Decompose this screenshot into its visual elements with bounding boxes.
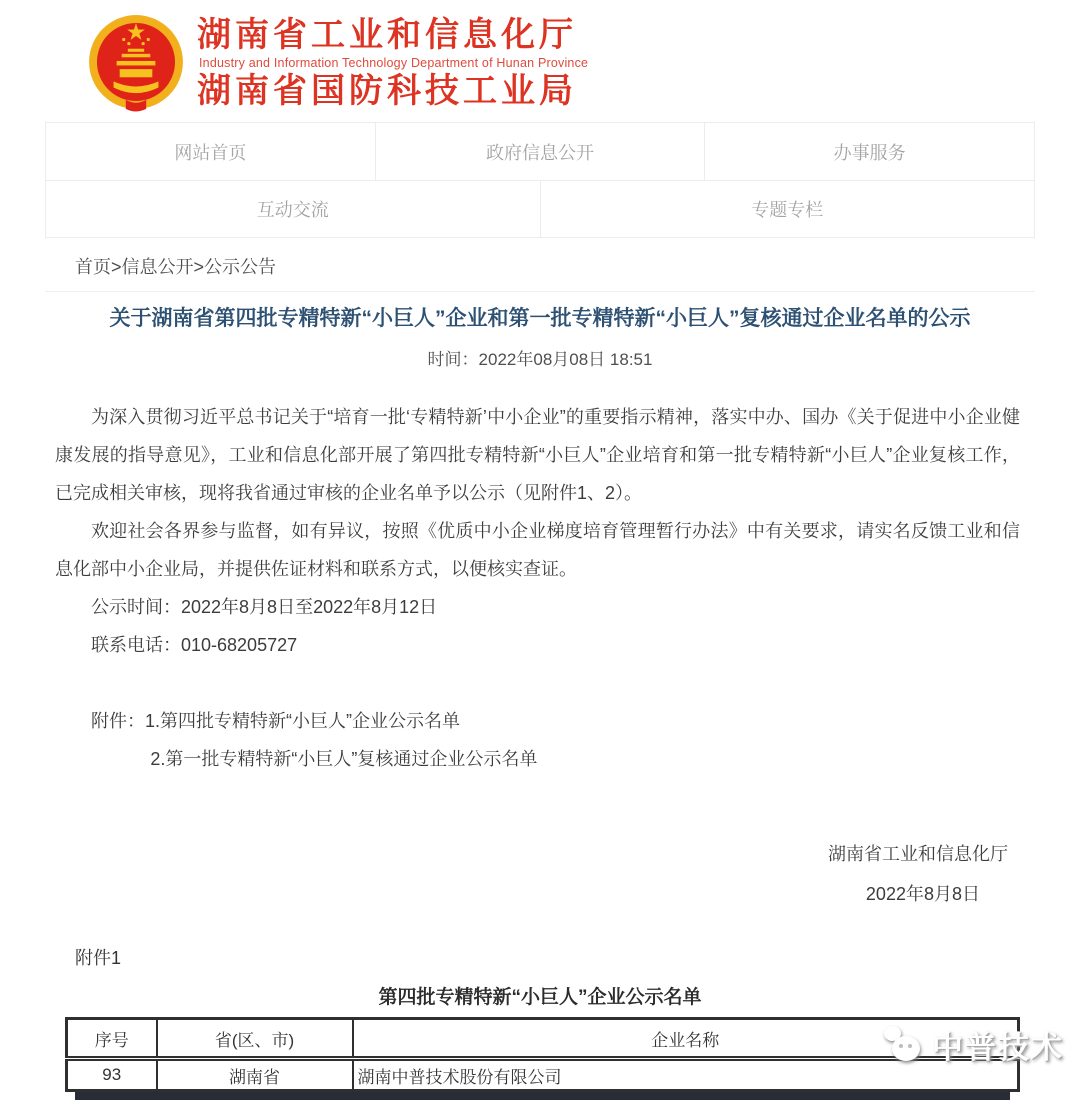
article-title: 关于湖南省第四批专精特新“小巨人”企业和第一批专精特新“小巨人”复核通过企业名单的公示 bbox=[109, 307, 971, 330]
header-company-name: 企业名称 bbox=[353, 1019, 1019, 1059]
article-time: 时间：2022年08月08日 18:51 bbox=[427, 350, 653, 370]
contact-phone: 联系电话：010-68205727 bbox=[91, 635, 298, 656]
article-body bbox=[55, 398, 1020, 914]
watermark-text: 中普技术 bbox=[932, 1030, 1064, 1065]
table-row bbox=[67, 1059, 1019, 1091]
paragraph-1: 为深入贯彻习近平总书记关于“培育一批‘专精特新’中小企业”的重要指示精神，落实中办、国办《关于促进中小企业健康发展的指导意见》，工业和信息化部开展了第四批专精特新“小巨人”企业培育和第一批专精特新“小巨人”企业复核工作，已完成相关审核，现将我省通过审核的企业名单予以公示（见附件1、2）。 bbox=[55, 407, 1020, 504]
org-name-english: Industry and Information Technology Department of Hunan Province bbox=[199, 55, 589, 70]
org-titles bbox=[197, 16, 588, 109]
china-national-emblem-icon bbox=[85, 12, 187, 114]
nav-item-gov-info[interactable]: 政府信息公开 bbox=[375, 123, 705, 180]
attachment1-label: 附件1 bbox=[75, 948, 122, 969]
org-name-line2: 湖南省国防科技工业局 bbox=[197, 71, 577, 110]
publicity-period: 公示时间：2022年8月8日至2022年8月12日 bbox=[91, 597, 438, 618]
primary-nav bbox=[45, 122, 1035, 238]
signature-date: 2022年8月8日 bbox=[865, 884, 980, 905]
nav-item-interaction[interactable]: 互动交流 bbox=[256, 200, 329, 220]
org-name-line1: 湖南省工业和信息化厅 bbox=[197, 16, 577, 55]
cell-seq: 93 bbox=[67, 1059, 157, 1091]
company-table bbox=[65, 1017, 1020, 1092]
paragraph-2: 欢迎社会各界参与监督，如有异议，按照《优质中小企业梯度培育管理暂行办法》中有关要求，请实名反馈工业和信息化部中小企业局，并提供佐证材料和联系方式，以便核实查证。 bbox=[55, 521, 1020, 580]
attachment-line-1: 附件：1.第四批专精特新“小巨人”企业公示名单 bbox=[91, 711, 460, 732]
breadcrumb[interactable]: 首页>信息公开>公示公告 bbox=[45, 238, 1035, 292]
cell-province: 湖南省 bbox=[157, 1059, 353, 1091]
attachment1-table-title: 第四批专精特新“小巨人”企业公示名单 bbox=[378, 987, 702, 1009]
attachment-list bbox=[55, 702, 1020, 778]
signature-org: 湖南省工业和信息化厅 bbox=[828, 844, 1008, 865]
cell-company-name: 湖南中普技术股份有限公司 bbox=[353, 1059, 1019, 1091]
attachment-line-2: 2.第一批专精特新“小巨人”复核通过企业公示名单 bbox=[150, 749, 538, 770]
nav-row-2 bbox=[46, 180, 1034, 237]
header-province: 省(区、市) bbox=[157, 1019, 353, 1059]
nav-item-home[interactable]: 网站首页 bbox=[174, 142, 247, 163]
signature-block bbox=[55, 834, 1020, 914]
nav-item-special-columns[interactable]: 专题专栏 bbox=[540, 181, 1035, 237]
nav-item-services[interactable]: 办事服务 bbox=[704, 123, 1034, 180]
nav-row-1 bbox=[46, 123, 1034, 180]
table-header-row bbox=[67, 1019, 1019, 1059]
header-seq: 序号 bbox=[67, 1019, 157, 1059]
table-bottom-bar bbox=[75, 1092, 1010, 1100]
site-header bbox=[0, 0, 1080, 122]
